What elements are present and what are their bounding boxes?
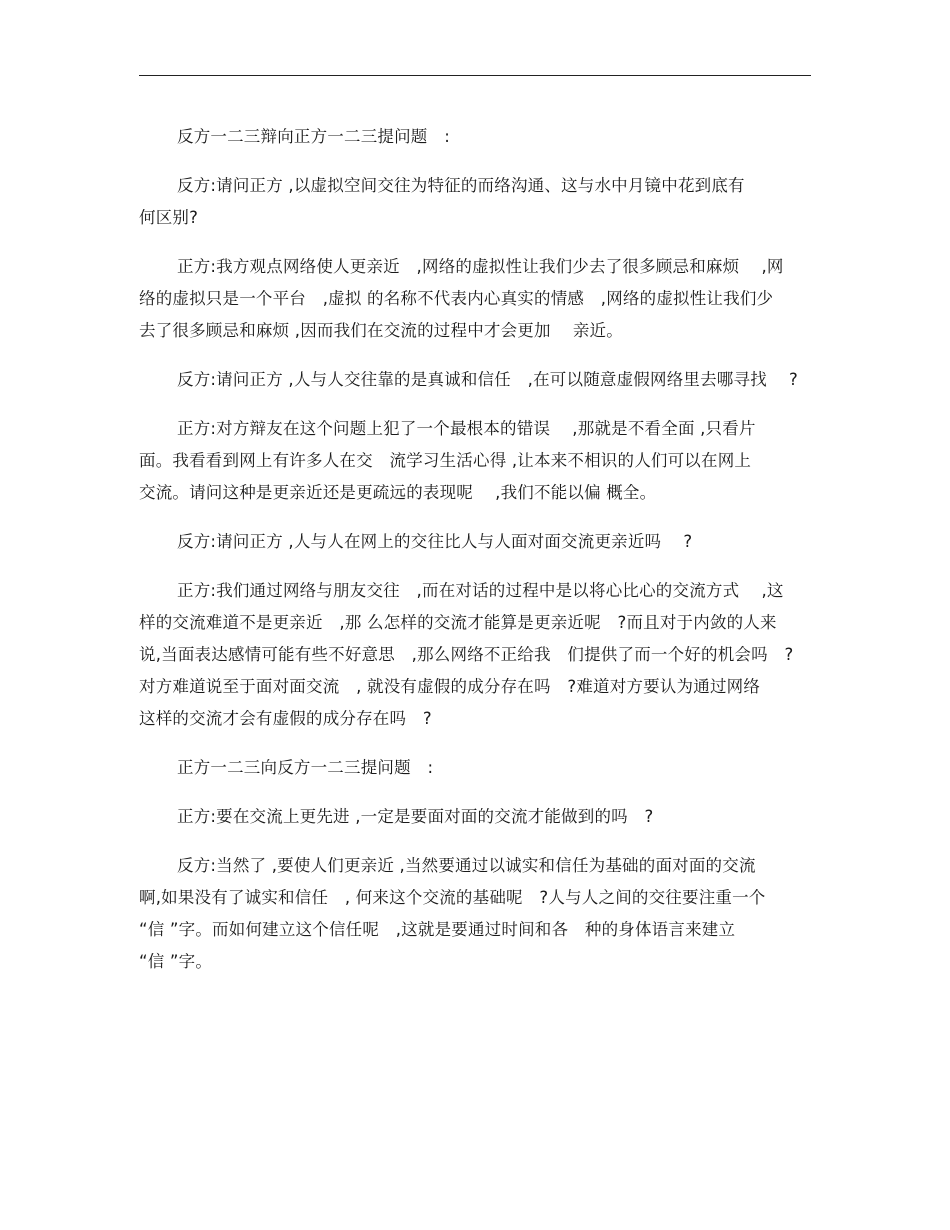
header-rule [139, 75, 811, 76]
paragraph [139, 413, 829, 509]
paragraph [139, 752, 829, 784]
text-line: 说,当面表达感情可能有些不好意思 ,那么网络不正给我 们提供了而一个好的机会吗 ? [139, 645, 794, 664]
text-line: “信 ”字。而如何建立这个信任呢 ,这就是要通过时间和各 种的身体语言来建立 [139, 920, 736, 939]
text-line: 去了很多顾忌和麻烦 ,因而我们在交流的过程中才会更加 亲近。 [139, 321, 623, 340]
text-line: 正方一二三向反方一二三提问题 : [177, 758, 434, 777]
paragraph [139, 850, 829, 978]
text-line: 正方:我方观点网络使人更亲近 ,网络的虚拟性让我们少去了很多顾忌和麻烦 ,网 [177, 257, 784, 276]
text-line: 正方:对方辩友在这个问题上犯了一个最根本的错误 ,那就是不看全面 ,只看片 [177, 419, 756, 438]
text-line: 正方:要在交流上更先进 ,一定是要面对面的交流才能做到的吗 ? [177, 807, 654, 826]
text-line: 反方:当然了 ,要使人们更亲近 ,当然要通过以诚实和信任为基础的面对面的交流 [177, 856, 756, 875]
paragraph [139, 801, 829, 833]
text-line: 啊,如果没有了诚实和信任 , 何来这个交流的基础呢 ?人与人之间的交往要注重一个 [139, 888, 766, 907]
text-line: 络的虚拟只是一个平台 ,虚拟 的名称不代表内心真实的情感 ,网络的虚拟性让我们少 [139, 289, 774, 308]
text-line: 正方:我们通过网络与朋友交往 ,而在对话的过程中是以将心比心的交流方式 ,这 [177, 581, 784, 600]
paragraph [139, 251, 829, 347]
text-line: 何区别? [139, 208, 199, 227]
text-line: “信 ”字。 [139, 952, 213, 971]
text-line: 反方:请问正方 ,人与人在网上的交往比人与人面对面交流更亲近吗 ? [177, 532, 693, 551]
text-line: 反方一二三辩向正方一二三提问题 : [177, 127, 450, 146]
text-line: 反方:请问正方 ,人与人交往靠的是真诚和信任 ,在可以随意虚假网络里去哪寻找 ? [177, 370, 798, 389]
text-line: 对方难道说至于面对面交流 , 就没有虚假的成分存在吗 ?难道对方要认为通过网络 [139, 677, 761, 696]
paragraph [139, 170, 829, 234]
paragraph [139, 364, 829, 396]
text-line: 反方:请问正方 ,以虚拟空间交往为特征的而络沟通、这与水中月镜中花到底有 [177, 176, 745, 195]
text-line: 样的交流难道不是更亲近 ,那 么怎样的交流才能算是更亲近呢 ?而且对于内敛的人来 [139, 613, 777, 632]
paragraph [139, 575, 829, 735]
text-line: 这样的交流才会有虚假的成分存在吗 ? [139, 709, 432, 728]
paragraph [139, 526, 829, 558]
text-line: 面。我看看到网上有许多人在交 流学习生活心得 ,让本来不相识的人们可以在网上 [139, 451, 752, 470]
paragraph [139, 121, 829, 153]
document-body [139, 121, 829, 995]
text-line: 交流。请问这种是更亲近还是更疏远的表现呢 ,我们不能以偏 概全。 [139, 483, 657, 502]
